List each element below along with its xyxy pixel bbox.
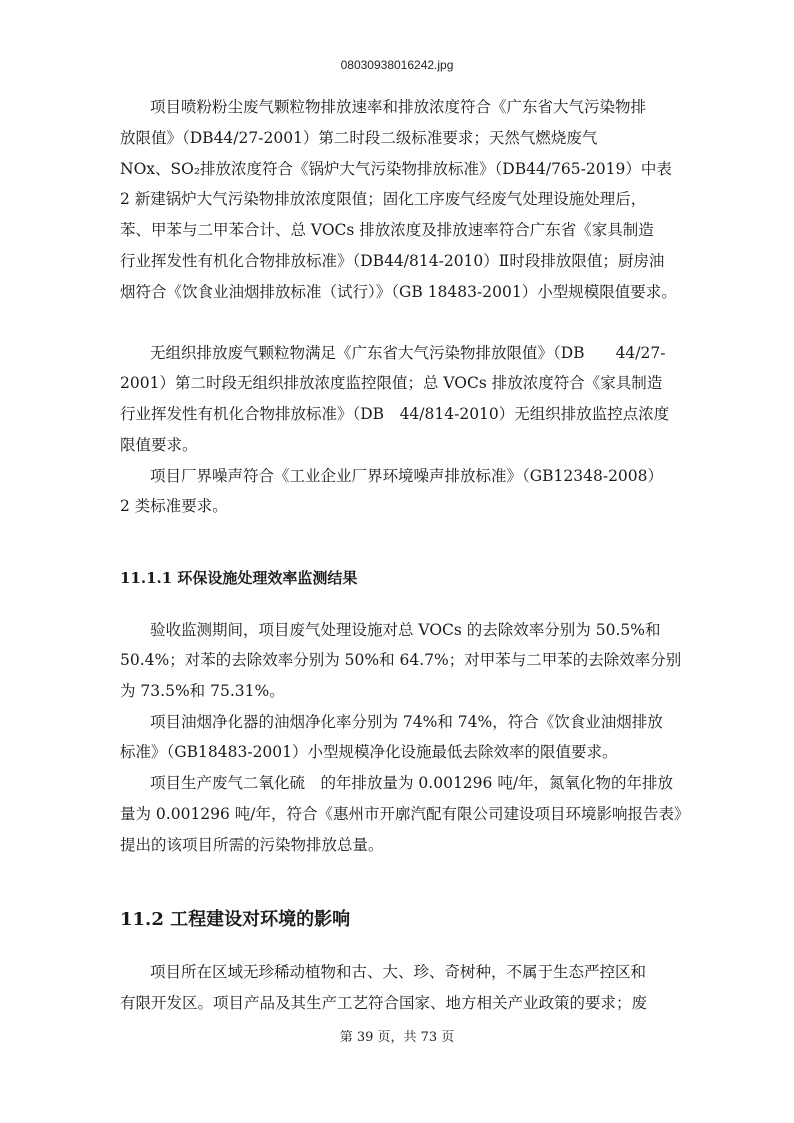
text-line: 为 73.5%和 75.31%。 [120, 682, 285, 700]
text-line: 50.4%；对苯的去除效率分别为 50%和 64.7%；对甲苯与二甲苯的去除效率分别 [120, 651, 682, 669]
text-line: 量为 0.001296 吨/年，符合《惠州市开廓汽配有限公司建设项目环境影响报告表》 [120, 805, 690, 823]
text-line: 烟符合《饮食业油烟排放标准（试行）》（GB 18483-2001）小型规模限值要求。 [120, 283, 677, 301]
text-line: 无组织排放废气颗粒物满足《广东省大气污染物排放限值》（DB 44/27- [150, 344, 666, 362]
text-line: 标准》（GB18483-2001）小型规模净化设施最低去除效率的限值要求。 [120, 743, 618, 761]
text-line: 项目厂界噪声符合《工业企业厂界环境噪声排放标准》（GB12348-2008） [150, 467, 664, 485]
text-line: 项目喷粉粉尘废气颗粒物排放速率和排放浓度符合《广东省大气污染物排 [150, 98, 647, 116]
text-line: NOx、SO₂排放浓度符合《锅炉大气污染物排放标准》（DB44/765-2019）中表 [120, 160, 672, 178]
text-line: 限值要求。 [120, 436, 198, 454]
text-line: 验收监测期间，项目废气处理设施对总 VOCs 的去除效率分别为 50.5%和 [150, 621, 661, 639]
text-line: 行业挥发性有机化合物排放标准》（DB 44/814-2010）无组织排放监控点浓度 [120, 405, 670, 423]
text-line: 苯、甲苯与二甲苯合计、总 VOCs 排放浓度及排放速率符合广东省《家具制造 [120, 221, 654, 239]
file-name-header: 08030938016242.jpg [340, 58, 454, 72]
text-line: 2 类标准要求。 [120, 497, 228, 515]
text-line: 项目生产废气二氧化硫 的年排放量为 0.001296 吨/年，氮氧化物的年排放 [150, 774, 674, 792]
section-heading-11-2: 11.2 工程建设对环境的影响 [120, 909, 351, 930]
text-line: 2 新建锅炉大气污染物排放浓度限值；固化工序废气经废气处理设施处理后， [120, 190, 647, 208]
text-line: 行业挥发性有机化合物排放标准》（DB44/814-2010）Ⅱ时段排放限值；厨房油 [120, 252, 665, 270]
text-line: 有限开发区。项目产品及其生产工艺符合国家、地方相关产业政策的要求；废 [120, 994, 648, 1012]
text-line: 项目油烟净化器的油烟净化率分别为 74%和 74%，符合《饮食业油烟排放 [150, 713, 663, 731]
section-heading-11-1-1: 11.1.1 环保设施处理效率监测结果 [120, 569, 358, 587]
text-line: 2001）第二时段无组织排放浓度监控限值；总 VOCs 排放浓度符合《家具制造 [120, 374, 663, 392]
text-line: 项目所在区域无珍稀动植物和古、大、珍、奇树种，不属于生态严控区和 [150, 963, 647, 981]
page-number-footer: 第 39 页，共 73 页 [339, 1030, 455, 1045]
text-line: 放限值》（DB44/27-2001）第二时段二级标准要求；天然气燃烧废气 [120, 129, 598, 147]
text-line: 提出的该项目所需的污染物排放总量。 [120, 836, 384, 854]
